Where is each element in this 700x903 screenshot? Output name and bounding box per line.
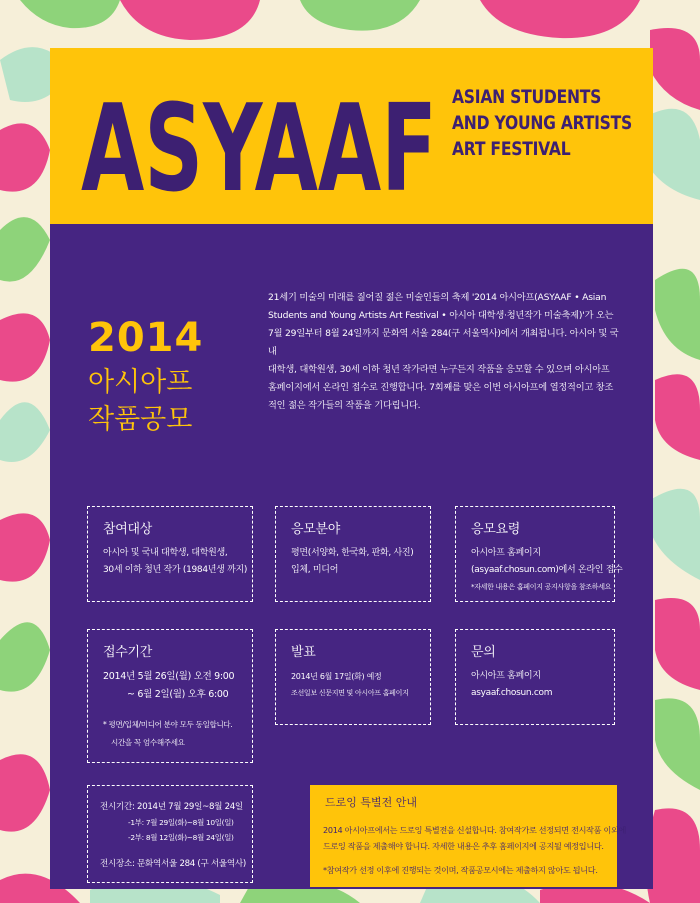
asyaaf-logo (81, 66, 441, 206)
intro-line: 대학생, 대학원생, 30세 이하 청년 작가라면 누구든지 작품을 응모할 수 있으며 아시아프 (268, 364, 610, 375)
intro-paragraph (268, 289, 626, 415)
box-body (103, 668, 234, 752)
notice-line: 2014 아시아프에서는 드로잉 특별전을 신설합니다. 참여작가로 선정되면 전시작품 이외에 (323, 825, 627, 835)
intro-line: Students and Young Artists Art Festival • 아시아 대학생·청년작가 미술축제)'가 오는 (268, 310, 614, 321)
box-title: 응모요령 (471, 522, 521, 537)
title-line: 아시아프 (88, 367, 193, 398)
box-line: ~ 6월 2일(월) 오후 6:00 (127, 689, 229, 700)
box-line: 30세 이하 청년 작가 (1984년생 까지) (103, 565, 248, 575)
box-line: asyaaf.chosun.com (471, 688, 553, 698)
tagline-line: ART FESTIVAL (452, 138, 571, 160)
announcement-box (275, 629, 431, 725)
box-title: 접수기간 (103, 645, 153, 660)
year-heading: 2014 (88, 315, 204, 361)
notice-line: 드로잉 작품을 제출해야 합니다. 자세한 내용은 추후 홈페이지에 공지될 예정입니다. (323, 841, 604, 851)
box-title: 문의 (471, 645, 496, 660)
box-line: 평면(서양화, 한국화, 판화, 사진) (291, 548, 414, 558)
box-note: *자세한 내용은 홈페이지 공지사항을 참조하세요 (471, 583, 612, 591)
exhibition-info-box (87, 785, 253, 883)
intro-line: 21세기 미술의 미래를 짊어질 젊은 미술인들의 축제 '2014 아시아프(ASYAAF • Asian (268, 292, 607, 303)
application-method-box (455, 506, 623, 602)
box-body (291, 545, 414, 579)
category-box (275, 506, 431, 602)
box-body (471, 668, 552, 702)
box-line: 입체, 미디어 (291, 565, 339, 575)
notice-body (323, 822, 626, 878)
box-line: 조선일보 신문지면 및 아시아프 홈페이지 (291, 689, 409, 697)
poster-title (88, 364, 192, 438)
poster (50, 48, 653, 889)
box-line: 2014년 6월 17일(화) 예정 (291, 672, 382, 681)
submission-period-box (87, 629, 253, 763)
box-line: 아시아프 홈페이지 (471, 548, 541, 558)
intro-line: 7월 29일부터 8월 24일까지 문화역 서울 284(구 서울역사)에서 개최됩니다. 아시아 및 국내 (268, 328, 619, 357)
box-line: 아시아프 홈페이지 (471, 671, 541, 681)
box-line: 아시아 및 국내 대학생, 대학원생, (103, 548, 228, 558)
eligibility-box (87, 506, 253, 602)
poster-body (50, 224, 653, 889)
logo-text: ASYAAF (81, 80, 437, 206)
box-title: 참여대상 (103, 522, 153, 537)
box-title: 응모분야 (291, 522, 341, 537)
exhibition-venue: 전시장소: 문화역서울 284 (구 서울역사) (100, 859, 246, 869)
tagline-line: ASIAN STUDENTS (452, 86, 602, 108)
box-body (471, 545, 622, 596)
exhibition-part: -2부: 8월 12일(화)~8월 24일(일) (128, 833, 234, 842)
tagline-line: AND YOUNG ARTISTS (452, 112, 633, 134)
box-title: 발표 (291, 645, 316, 660)
contact-box (455, 629, 615, 725)
box-line: (asyaaf.chosun.com)에서 온라인 접수 (471, 565, 623, 575)
intro-line: 적인 젊은 작가들의 작품을 기다립니다. (268, 400, 421, 411)
poster-header (50, 48, 653, 224)
title-line: 작품공모 (88, 404, 193, 435)
festival-tagline (452, 84, 652, 162)
exhibition-part: -1부: 7월 29일(화)~8월 10일(일) (128, 818, 234, 827)
notice-title: 드로잉 특별전 안내 (325, 796, 418, 809)
box-body (291, 668, 409, 702)
notice-footnote: *참여작가 선정 이후에 진행되는 것이며, 작품공모시에는 제출하지 않아도 됩니다. (323, 865, 598, 875)
box-body (103, 545, 247, 579)
box-note: * 평면/입체/미디어 분야 모두 동일합니다. (103, 720, 233, 729)
exhibition-body (100, 800, 246, 872)
drawing-exhibition-notice (310, 785, 627, 887)
box-note: 시간을 꼭 엄수해주세요 (111, 738, 185, 747)
exhibition-period: 전시기간: 2014년 7월 29일~8월 24일 (100, 802, 243, 812)
box-line: 2014년 5월 26일(월) 오전 9:00 (103, 671, 235, 682)
intro-line: 홈페이지에서 온라인 접수로 진행합니다. 7회째를 맞은 이번 아시아프에 열정적이고 창조 (268, 382, 614, 393)
